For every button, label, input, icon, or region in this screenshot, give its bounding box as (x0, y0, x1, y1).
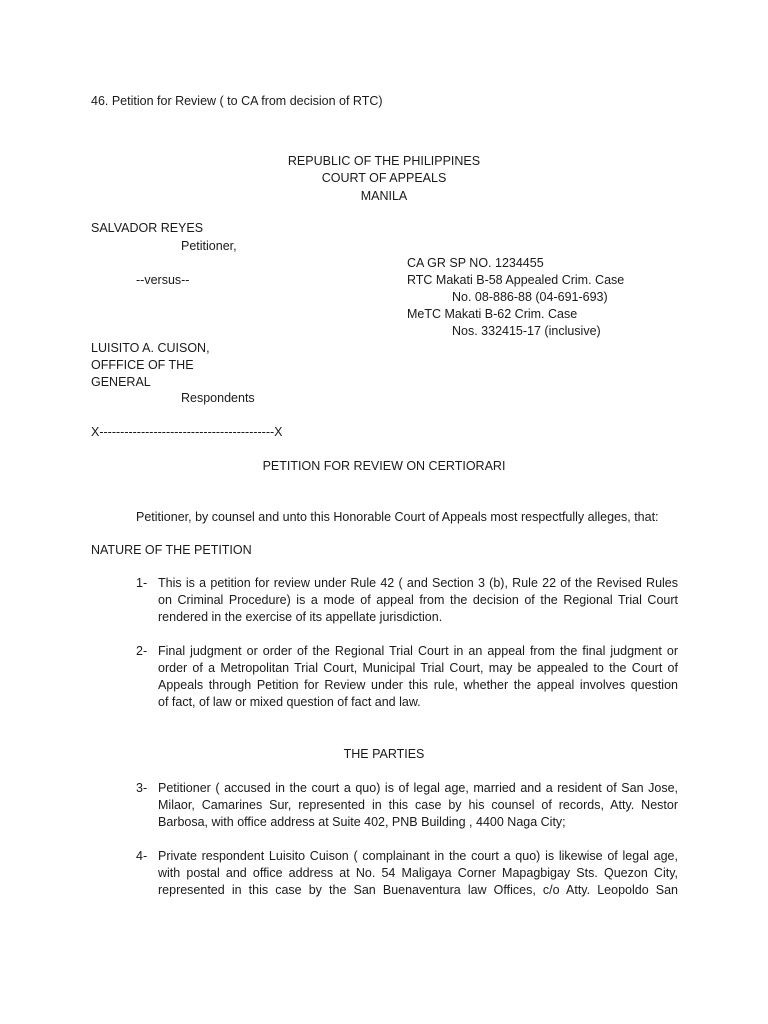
item-number: 1- (136, 576, 148, 590)
court-republic: REPUBLIC OF THE PHILIPPINES (287, 154, 481, 168)
item-line: represented in this case by the San Buenaventura law Offices, c/o Atty. Leopoldo San (158, 883, 678, 897)
caption-divider: X------------------------------------------X (91, 425, 283, 439)
case-number-ca: CA GR SP NO. 1234455 (407, 256, 544, 270)
case-number-metc: MeTC Makati B-62 Crim. Case (407, 307, 578, 321)
versus-label: --versus-- (136, 273, 190, 287)
item-paragraph (158, 575, 678, 626)
item-paragraph (158, 643, 678, 711)
item-line: Milaor, Camarines Sur, represented in this case by his counsel of records, Atty. Nestor (158, 798, 678, 812)
intro-paragraph: Petitioner, by counsel and unto this Honorable Court of Appeals most respectfully alleges, that: (136, 510, 659, 524)
item-paragraph (158, 848, 678, 899)
section-nature-title: NATURE OF THE PETITION (91, 543, 252, 557)
item-line: Private respondent Luisito Cuison ( complainant in the court a quo) is likewise of legal age, (158, 849, 678, 863)
item-number: 2- (136, 644, 148, 658)
section-parties-title: THE PARTIES (343, 747, 425, 761)
respondent-name: LUISITO A. CUISON, (91, 341, 210, 355)
item-paragraph (158, 780, 678, 831)
item-line: Barbosa, with office address at Suite 402, PNB Building , 4400 Naga City; (158, 815, 566, 829)
case-number-rtc: RTC Makati B-58 Appealed Crim. Case (407, 273, 625, 287)
court-name: COURT OF APPEALS (321, 171, 447, 185)
petitioner-role: Petitioner, (181, 239, 237, 253)
item-number: 4- (136, 849, 148, 863)
item-line: order of a Metropolitan Trial Court, Municipal Trial Court, may be appealed to the Court of (158, 661, 678, 675)
item-line: This is a petition for review under Rule 42 ( and Section 3 (b), Rule 22 of the Revised Rules (158, 576, 678, 590)
respondent-office-cont: GENERAL (91, 375, 151, 389)
item-number: 3- (136, 781, 148, 795)
item-line: Final judgment or order of the Regional Trial Court in an appeal from the final judgment or (158, 644, 678, 658)
case-number-rtc-no: No. 08-886-88 (04-691-693) (452, 290, 608, 304)
item-line: Petitioner ( accused in the court a quo) is of legal age, married and a resident of San Jose, (158, 781, 678, 795)
respondent-office: OFFFICE OF THE (91, 358, 194, 372)
petitioner-name: SALVADOR REYES (91, 221, 204, 235)
respondent-role: Respondents (181, 391, 255, 405)
item-line: with postal and office address at No. 54 Maligaya Corner Mapagbigay Sts. Quezon City, (158, 866, 678, 880)
court-location: MANILA (360, 189, 408, 203)
document-heading: 46. Petition for Review ( to CA from decision of RTC) (91, 94, 383, 108)
item-line: rendered in the exercise of its appellate jurisdiction. (158, 610, 443, 624)
item-line: of fact, of law or mixed question of fact and law. (158, 695, 421, 709)
item-line: Appeals through Petition for Review under this rule, whether the appeal involves question (158, 678, 678, 692)
item-line: on Criminal Procedure) is a mode of appeal from the decision of the Regional Trial Court (158, 593, 678, 607)
petition-title: PETITION FOR REVIEW ON CERTIORARI (262, 459, 506, 473)
case-number-metc-no: Nos. 332415-17 (inclusive) (452, 324, 601, 338)
